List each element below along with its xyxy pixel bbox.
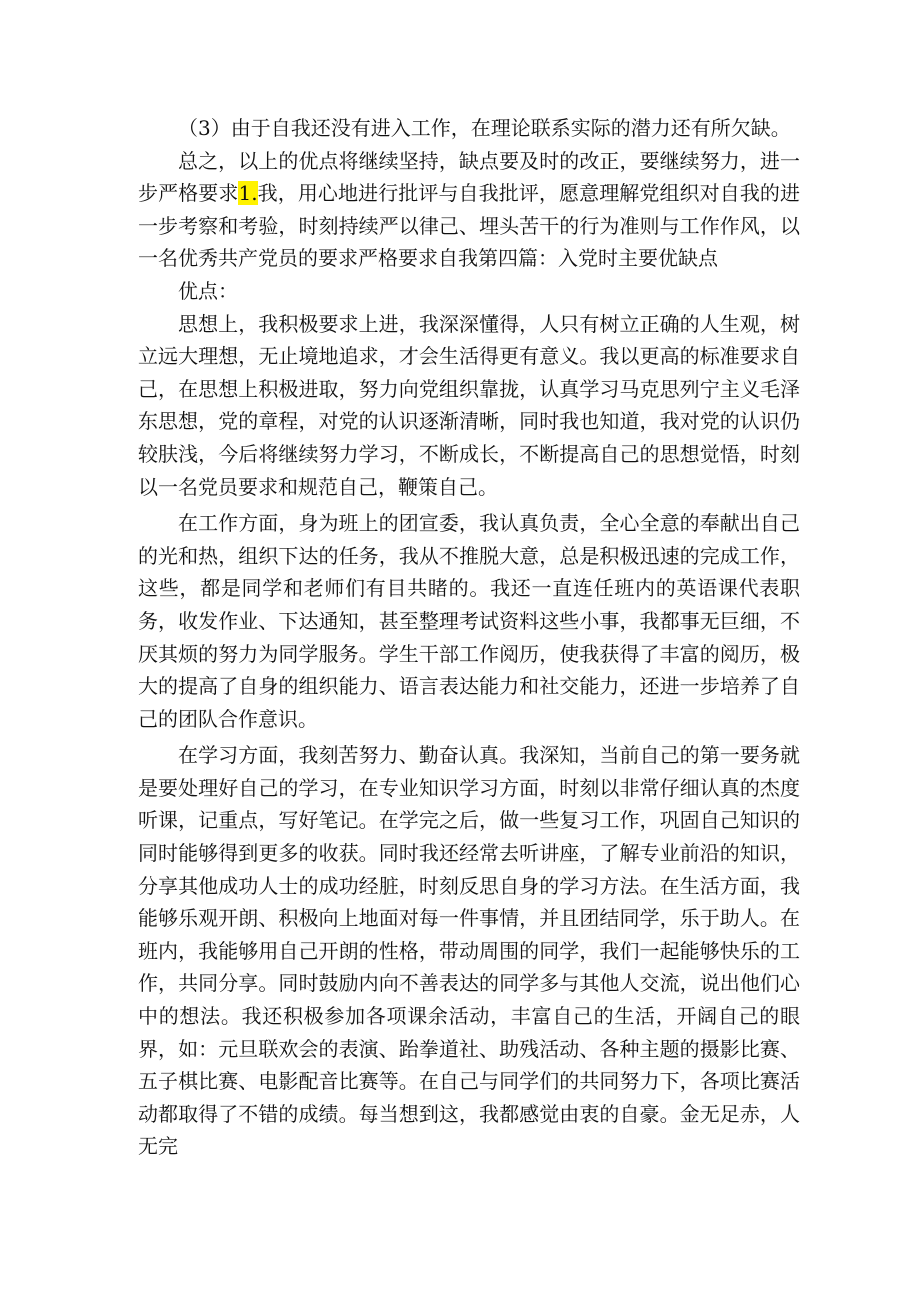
paragraph-strengths-heading: 优点： (178, 278, 238, 303)
document-body (138, 112, 800, 1163)
paragraph-study-life: 在学习方面，我刻苦努力、勤奋认真。我深知，当前自己的第一要务就是要处理好自己的学习，在专业知识学习方面，时刻以非常仔细认真的杰度听课，记重点，写好笔记。在学完之后，做一些复习工作，巩固自己知识的同时能够得到更多的收获。同时我还经常去听讲座，了解专业前沿的知识，分享其他成功人士的成功经脏，时刻反思自身的学习方法。在生活方面，我能够乐观开朗、积极向上地面对每一件事情，并且团结同学，乐于助人。在班内，我能够用自己开朗的性格，带动周围的同学，我们一起能够快乐的工作，共同分享。同时鼓励内向不善表达的同学多与其他人交流，说出他们心中的想法。我还积极参加各项课余活动，丰富自己的生活，开阔自己的眼界，如：元旦联欢会的表演、跆拳道社、助残活动、各种主题的摄影比赛、五子棋比赛、电影配音比赛等。在自己与同学们的共同努力下，各项比赛活动都取得了不错的成绩。每当想到这，我都感觉由衷的自豪。金无足赤，人无完 (138, 743, 800, 1159)
paragraph-ideology: 思想上，我积极要求上进，我深深懂得，人只有树立正确的人生观，树立远大理想，无止境地追求，才会生活得更有意义。我以更高的标准要求自己，在思想上积极进取，努力向党组织靠拢，认真学习马克思列宁主义毛泽东思想，党的章程，对党的认识逐渐清晰，同时我也知道，我对党的认识仍较肤浅，今后将继续努力学习，不断成长，不断提高自己的思想觉悟，时刻以一名党员要求和规范自己，鞭策自己。 (138, 311, 800, 499)
highlighted-marker: 1. (238, 181, 258, 206)
paragraph-summary (138, 145, 800, 275)
summary-text-end: 我，用心地进行批评与自我批评，愿意理解党组织对自我的进一步考察和考验，时刻持续严以律己、埋头苦干的行为准则与工作作风，以一名优秀共产党员的要求严格要求自我第四篇：入党时主要优缺点 (138, 181, 801, 271)
paragraph-work: 在工作方面，身为班上的团宣委，我认真负责，全心全意的奉献出自己的光和热，组织下达的任务，我从不推脱大意，总是积极迅速的完成工作，这些，都是同学和老师们有目共睹的。我还一直连任班内的英语课代表职务，收发作业、下达通知，甚至整理考试资料这些小事，我都事无巨细，不厌其烦的努力为同学服务。学生干部工作阅历，使我获得了丰富的阅历，极大的提高了自身的组织能力、语言表达能力和社交能力，还进一步培养了自己的团队合作意识。 (138, 511, 800, 731)
summary-text-start: 总之，以上的优点将继续坚持，缺点要及时的改正，要继续努力，进一步严格要求 (138, 148, 800, 206)
paragraph-weakness-3: （3）由于自我还没有进入工作，在理论联系实际的潜力还有所欠缺。 (178, 116, 791, 140)
